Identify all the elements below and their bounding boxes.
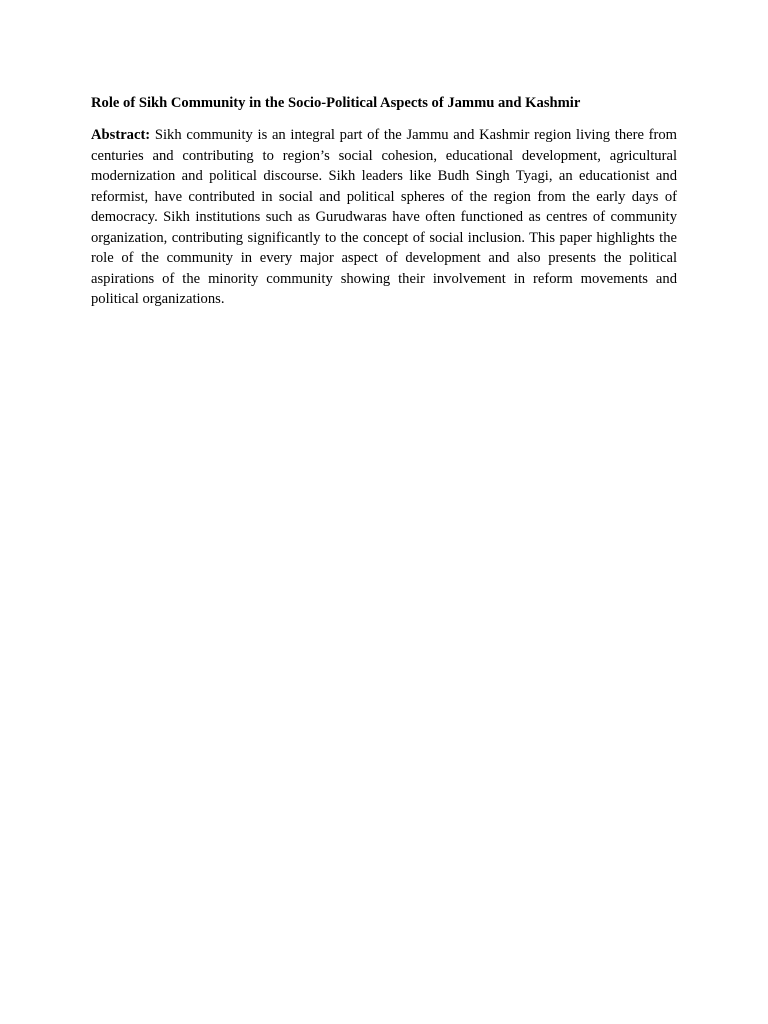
abstract-label: Abstract: xyxy=(91,127,151,143)
document-page xyxy=(91,93,677,310)
abstract-paragraph xyxy=(91,125,677,310)
abstract-text: Sikh community is an integral part of the Jammu and Kashmir region living there from centuries and contributing to region’s social cohesion, educational development, agricultural modernization and political discourse. Sikh leaders like Budh Singh Tyagi, an educationist and reformist, have contributed in social and political spheres of the region from the early days of democracy. Sikh institutions such as Gurudwaras have often functioned as centres of community organization, contributing significantly to the concept of social inclusion. This paper highlights the role of the community in every major aspect of development and also presents the political aspirations of the minority community showing their involvement in reform movements and political organizations. xyxy=(91,127,677,307)
document-title: Role of Sikh Community in the Socio-Political Aspects of Jammu and Kashmir xyxy=(91,95,581,111)
